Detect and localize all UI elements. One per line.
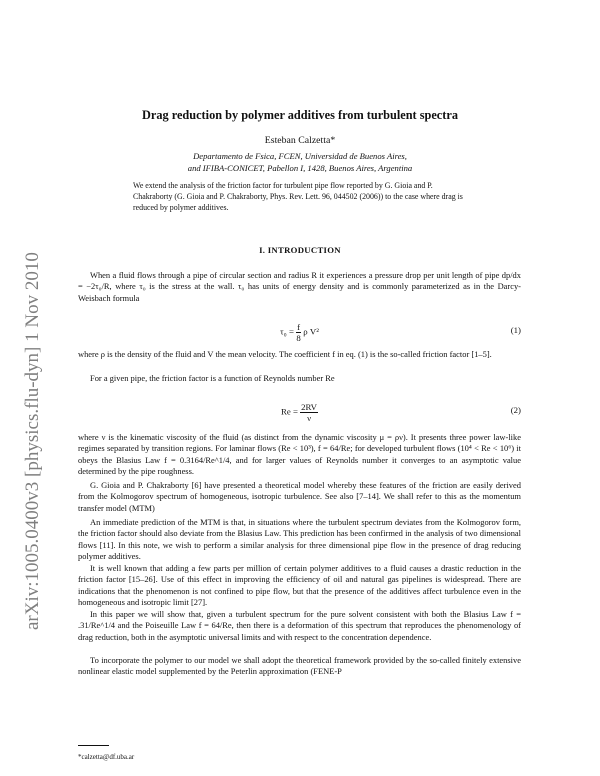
paragraph-5: G. Gioia and P. Chakraborty [6] have presented a theoretical model whereby these features of the friction are easily derived from the Kolmogorov spectrum of homogeneous, isotropic turbulence. See also [7–14]. We shall refer to this as the momentum transfer model (MTM) — [78, 480, 521, 513]
equation-1-number: (1) — [510, 325, 521, 335]
footnote-rule — [78, 745, 109, 746]
equation-1 — [78, 316, 521, 346]
equation-2-body — [78, 402, 521, 423]
author-name: Esteban Calzetta* — [264, 135, 336, 146]
equation-1-rhs: ρ V² — [303, 326, 319, 337]
affiliation-line-2: and IFIBA-CONICET, Pabellon I, 1428, Buenos Aires, Argentina — [187, 163, 413, 173]
equation-2-lhs: Re = — [280, 406, 298, 417]
equation-1-body — [78, 322, 521, 343]
paragraph-6: An immediate prediction of the MTM is that, in situations where the turbulent spectrum deviates from the Kolmogorov form, the friction factor should also deviate from the Blasius Law. This prediction has been confirmed in the analysis of two dimensional flows [11]. In this note, we wish to perform a similar analysis for three dimensional pipe flow in the presence of drag reducing polymer additives. — [78, 517, 521, 562]
footnote-email: *calzetta@df.uba.ar — [78, 753, 135, 761]
equation-1-lhs: τ₀ = — [280, 326, 294, 337]
paragraph-8: In this paper we will show that, given a turbulent spectrum for the pure solvent consistent with both the Blasius Law f = .31/Re^1/4 and the Poiseuille Law f = 64/Re, then there is a deformation of this spectrum that reproduces the phenomenology of drag reduction, both in the asymptotic universal limits and with respect to the concentration dependence. — [78, 609, 521, 642]
equation-1-fraction — [296, 322, 301, 343]
abstract: We extend the analysis of the friction factor for turbulent pipe flow reported by G. Gioia and P. Chakraborty (G. Gioia and P. Chakraborty, Phys. Rev. Lett. 96, 044502 (2006)) to the case where drag is reduced by polymer additives. — [133, 181, 463, 213]
paragraph-4: where ν is the kinematic viscosity of the fluid (as distinct from the dynamic viscosity μ = ρν). It presents three power law-like regimes separated by transition regions. For laminar flows (Re < 10³), f = 64/Re; for developed turbulent flows (10⁴ < Re < 10⁶) it obeys the Blasius Law f = 0.3164/Re^1/4, and for larger values of Reynolds number it converges to an asymptotic value determined by the pipe roughness. — [78, 432, 521, 477]
paragraph-7: It is well known that adding a few parts per million of certain polymer additives to a fluid causes a drastic reduction in the friction factor [15–26]. Use of this effect in improving the efficiency of oil and natural gas pipelines is widespread. There are indications that the phenomenon is not confined to pipe flow, but that the presence of the additives affect turbulence even in the homogeneous and isotropic limit [27]. — [78, 563, 521, 608]
equation-2 — [78, 396, 521, 426]
arxiv-identifier: arXiv:1005.0400v3 [physics.flu-dyn] 1 Nov 2010 — [22, 252, 43, 630]
paragraph-1: When a fluid flows through a pipe of circular section and radius R it experiences a pressure drop per unit length of pipe dp/dx = −2τ₀/R, where τ₀ is the stress at the wall. τ₀ has units of energy density and is commonly parameterized as in the Darcy-Weisbach formula — [78, 270, 521, 303]
paragraph-2: where ρ is the density of the fluid and V the mean velocity. The coefficient f in eq. (1) is the so-called friction factor [1–5]. — [78, 349, 492, 359]
equation-2-denominator: ν — [307, 413, 312, 423]
affiliation-line-1: Departamento de Fsica, FCEN, Universidad de Buenos Aires, — [193, 151, 407, 161]
equation-2-number: (2) — [510, 405, 521, 415]
equation-1-denominator: 8 — [296, 333, 301, 343]
paper-title: Drag reduction by polymer additives from turbulent spectra — [142, 108, 458, 122]
paragraph-9: To incorporate the polymer to our model we shall adopt the theoretical framework provided by the so-called finitely extensive nonlinear elastic model supplemented by the Peterlin approximation (FENE-P — [78, 655, 521, 677]
equation-2-numerator: 2RV — [301, 402, 318, 412]
paragraph-3: For a given pipe, the friction factor is a function of Reynolds number Re — [90, 373, 335, 383]
equation-1-numerator: f — [297, 322, 301, 332]
section-heading: I. INTRODUCTION — [259, 245, 341, 255]
equation-2-fraction — [300, 402, 318, 423]
